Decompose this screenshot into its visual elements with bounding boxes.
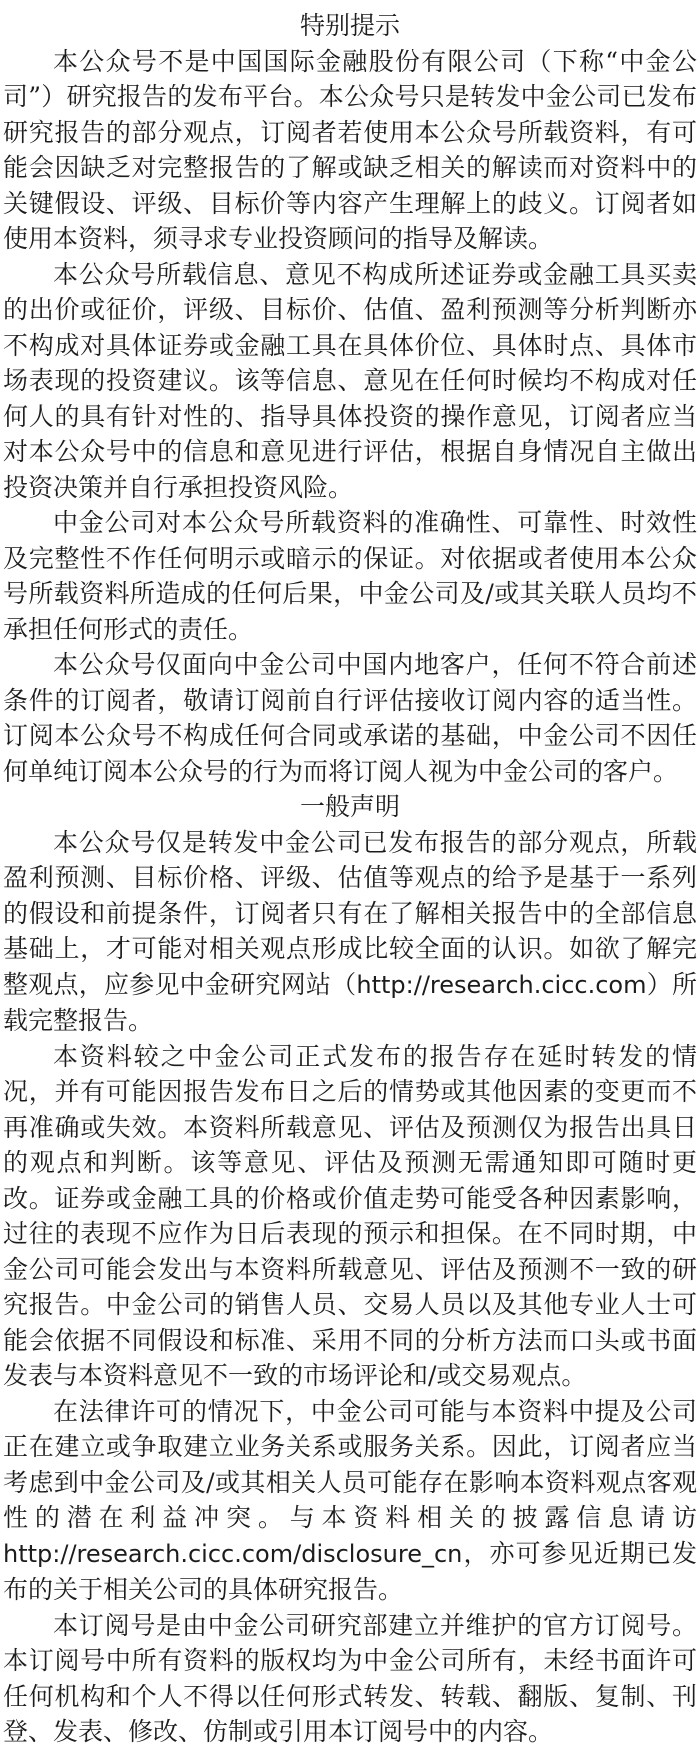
paragraph: 本公众号仅面向中金公司中国内地客户，任何不符合前述条件的订阅者，敬请订阅前自行评估接收订阅内容的适当性。订阅本公众号不构成任何合同或承诺的基础，中金公司不因任何单纯订阅本公众号的行为而将订阅人视为中金公司的客户。 [3,650,697,786]
paragraph: 本公众号所载信息、意见不构成所述证券或金融工具买卖的出价或征价，评级、目标价、估值、盈利预测等分析判断亦不构成对具体证券或金融工具在具体价位、具体时点、具体市场表现的投资建议。该等信息、意见在任何时候均不构成对任何人的具有针对性的、指导具体投资的操作意见，订阅者应当对本公众号中的信息和意见进行评估，根据自身情况自主做出投资决策并自行承担投资风险。 [3,259,697,502]
section-title-special-notice: 特别提示 [299,11,400,40]
paragraph: 本资料较之中金公司正式发布的报告存在延时转发的情况，并有可能因报告发布日之后的情势或其他因素的变更而不再准确或失效。本资料所载意见、评估及预测仅为报告出具日的观点和判断。该等意见、评估及预测无需通知即可随时更改。证券或金融工具的价格或价值走势可能受各种因素影响，过往的表现不应作为日后表现的预示和担保。在不同时期，中金公司可能会发出与本资料所载意见、评估及预测不一致的研究报告。中金公司的销售人员、交易人员以及其他专业人士可能会依据不同假设和标准、采用不同的分析方法而口头或书面发表与本资料意见不一致的市场评论和/或交易观点。 [3,1041,697,1390]
paragraph: 中金公司对本公众号所载资料的准确性、可靠性、时效性及完整性不作任何明示或暗示的保证。对依据或者使用本公众号所载资料所造成的任何后果，中金公司及/或其关联人员均不承担任何形式的责任。 [3,508,697,644]
section-general-statement [3,789,697,1750]
paragraph: 本订阅号是由中金公司研究部建立并维护的官方订阅号。本订阅号中所有资料的版权均为中金公司所有，未经书面许可任何机构和个人不得以任何形式转发、转载、翻版、复制、刊登、发表、修改、仿制或引用本订阅号中的内容。 [3,1610,697,1746]
paragraph: 在法律许可的情况下，中金公司可能与本资料中提及公司正在建立或争取建立业务关系或服务关系。因此，订阅者应当考虑到中金公司及/或其相关人员可能存在影响本资料观点客观性的潜在利益冲突。与本资料相关的披露信息请访http://research.cicc.com/disclosure_cn，亦可参见近期已发布的关于相关公司的具体研究报告。 [3,1396,697,1604]
section-special-notice [3,8,697,789]
section-title-general-statement: 一般声明 [299,792,400,821]
url-text: http://research.cicc.com [356,970,647,999]
url-text: http://research.cicc.com/disclosure_cn [3,1539,463,1568]
paragraph: 本公众号不是中国国际金融股份有限公司（下称“中金公司”）研究报告的发布平台。本公众号只是转发中金公司已发布研究报告的部分观点，订阅者若使用本公众号所载资料，有可能会因缺乏对完整报告的了解或缺乏相关的解读而对资料中的关键假设、评级、目标价等内容产生理解上的歧义。订阅者如使用本资料，须寻求专业投资顾问的指导及解读。 [3,46,697,253]
paragraph: 本公众号仅是转发中金公司已发布报告的部分观点，所载盈利预测、目标价格、评级、估值等观点的给予是基于一系列的假设和前提条件，订阅者只有在了解相关报告中的全部信息基础上，才可能对相关观点形成比较全面的认识。如欲了解完整观点，应参见中金研究网站（http://research.cicc.com）所载完整报告。 [3,827,697,1035]
